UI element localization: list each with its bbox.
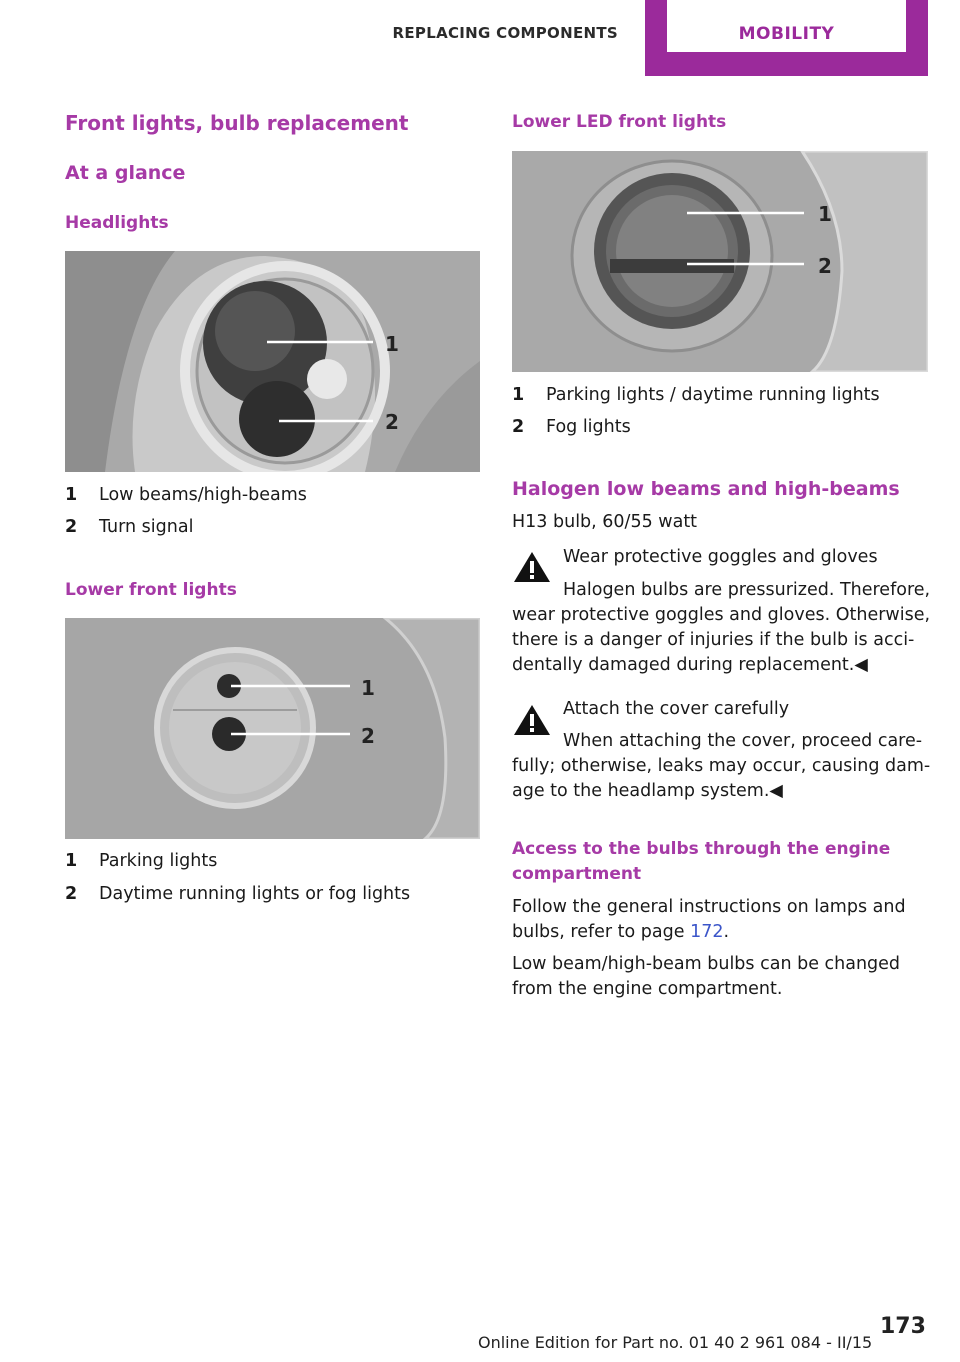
- callout-2: 2: [361, 724, 375, 748]
- warning-text: wear protective goggles and gloves. Otherwise, there is a danger of injuries if the bulb is acci‐dentally damaged during replacement.◀: [512, 605, 931, 675]
- warning-text: fully; otherwise, leaks may occur, causing dam‐age to the headlamp system.◀: [512, 756, 931, 801]
- caption-number: 1: [65, 851, 78, 871]
- access-heading: Access to the bulbs through the engine: [512, 839, 891, 859]
- warning-icon: [512, 703, 552, 737]
- page-reference-link[interactable]: 172: [690, 922, 724, 942]
- caption-number: 1: [512, 385, 525, 405]
- warning-text: Halogen bulbs are pressurized. Therefore,: [563, 580, 931, 600]
- caption-number: 2: [512, 417, 525, 437]
- halogen-heading: Halogen low beams and high-beams: [512, 478, 900, 500]
- caption-label: Parking lights / daytime running lights: [546, 385, 880, 405]
- access-text: .: [723, 922, 730, 942]
- caption-number: 1: [65, 485, 78, 505]
- caption-number: 2: [65, 517, 78, 537]
- caption-label: Low beams/high-beams: [99, 485, 307, 505]
- caption-number: 2: [65, 884, 78, 904]
- callout-2: 2: [818, 254, 832, 278]
- access-paragraph: [512, 895, 922, 945]
- callout-1: 1: [361, 676, 375, 700]
- access-paragraph: Low beam/high-beam bulbs can be changed from the engine compartment.: [512, 954, 901, 999]
- page-number: 173: [880, 1314, 926, 1339]
- headlights-figure: [65, 251, 480, 472]
- headlights-heading: Headlights: [65, 213, 169, 233]
- chapter-tab-label: MOBILITY: [738, 24, 835, 44]
- caption-label: Daytime running lights or fog lights: [99, 884, 411, 904]
- warning-icon: [512, 550, 552, 584]
- lower-front-figure: [65, 618, 480, 839]
- warning-text: When attaching the cover, proceed care‐: [563, 731, 923, 751]
- chapter-tab: [645, 0, 928, 76]
- section-heading: At a glance: [65, 162, 186, 184]
- lower-front-heading: Lower front lights: [65, 580, 237, 600]
- led-heading: Lower LED front lights: [512, 112, 727, 132]
- caption-label: Turn signal: [99, 517, 194, 537]
- section-title: REPLACING COMPONENTS: [392, 24, 618, 42]
- warning-title: Attach the cover carefully: [563, 699, 790, 719]
- led-figure: [512, 151, 928, 372]
- header-section-title: [390, 0, 642, 76]
- callout-1: 1: [818, 202, 832, 226]
- caption-label: Fog lights: [546, 417, 631, 437]
- access-heading: compartment: [512, 864, 642, 884]
- callout-1: 1: [385, 332, 399, 356]
- halogen-spec: H13 bulb, 60/55 watt: [512, 512, 698, 532]
- warning-title: Wear protective goggles and gloves: [563, 547, 878, 567]
- access-text: Follow the general instructions on lamps and bulbs, refer to page: [512, 897, 906, 942]
- chapter-tab-label-box: [667, 0, 906, 52]
- footer-edition: Online Edition for Part no. 01 40 2 961 084 - II/15: [478, 1333, 873, 1352]
- page-title: Front lights, bulb replacement: [65, 111, 409, 135]
- caption-label: Parking lights: [99, 851, 218, 871]
- callout-2: 2: [385, 410, 399, 434]
